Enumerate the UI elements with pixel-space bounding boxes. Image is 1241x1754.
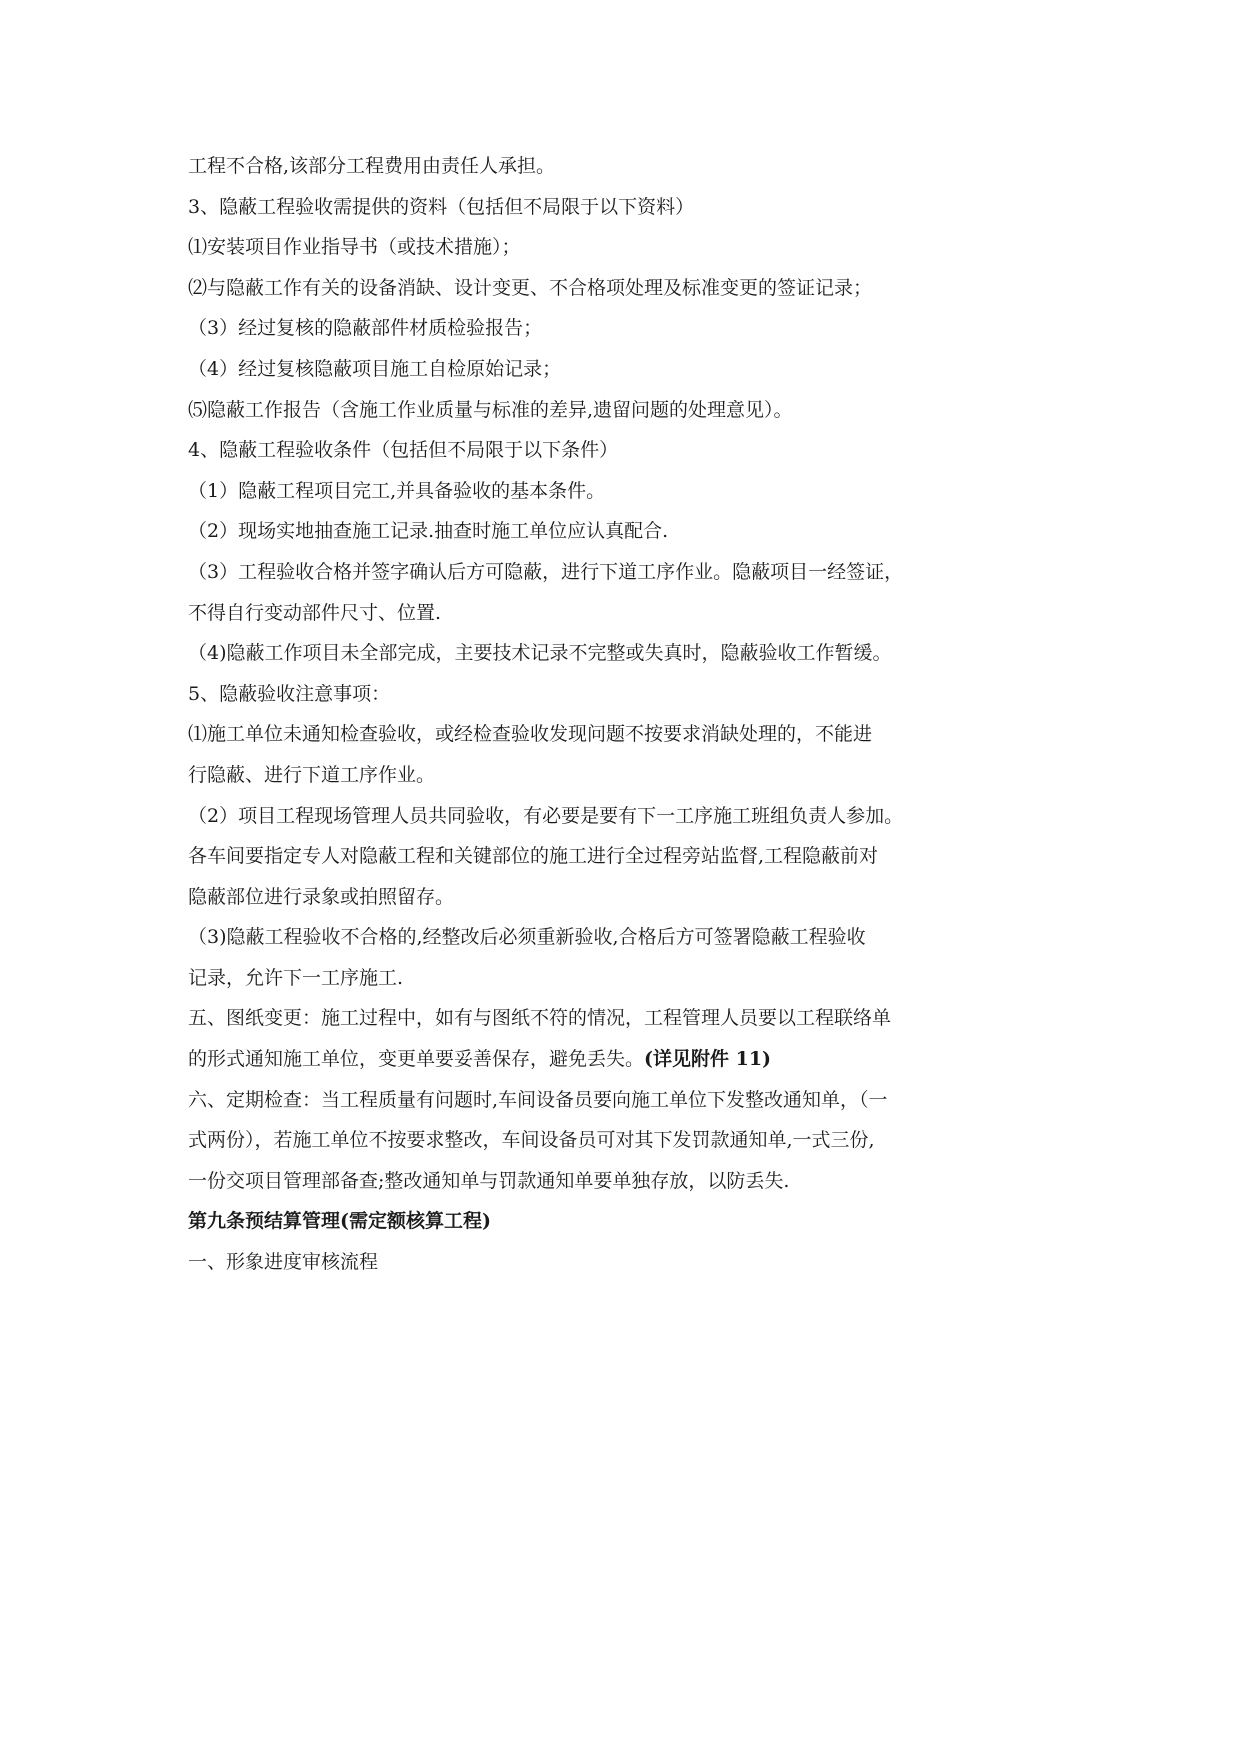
list-item: （3)隐蔽工程验收不合格的,经整改后必须重新验收,合格后方可签署隐蔽工程验收 [188,926,866,949]
list-item: （3）经过复核的隐蔽部件材质检验报告； [188,317,543,340]
section-heading-5: 5、隐蔽验收注意事项： [188,682,391,705]
list-item: ⑴安装项目作业指导书（或技术措施）； [188,236,521,259]
section-heading-4: 4、隐蔽工程验收条件（包括但不局限于以下条件） [188,439,619,462]
paragraph-line: 记录，允许下一工序施工. [188,966,404,989]
paragraph-line: 各车间要指定专人对隐蔽工程和关键部位的施工进行全过程旁站监督,工程隐蔽前对 [188,845,879,868]
list-item: （2）现场实地抽查施工记录.抽查时施工单位应认真配合. [188,520,669,543]
attachment-reference: (详见附件 11) [644,1048,772,1071]
paragraph-line: 式两份），若施工单位不按要求整改，车间设备员可对其下发罚款通知单,一式三份, [188,1129,875,1152]
paragraph-line: 不得自行变动部件尺寸、位置. [188,601,442,624]
list-item: ⑸隐蔽工作报告（含施工作业质量与标准的差异,遗留问题的处理意见）。 [188,398,793,421]
section-heading-periodic-check: 六、定期检查：当工程质量有问题时,车间设备员要向施工单位下发整改通知单，（一 [188,1088,888,1111]
article-heading: 第九条预结算管理(需定额核算工程) [188,1210,491,1233]
list-item: ⑵与隐蔽工作有关的设备消缺、设计变更、不合格项处理及标准变更的签证记录； [188,276,873,299]
section-heading-3: 3、隐蔽工程验收需提供的资料（包括但不局限于以下资料） [188,195,695,218]
section-heading-drawing-change: 五、图纸变更：施工过程中，如有与图纸不符的情况，工程管理人员要以工程联络单 [188,1007,892,1030]
document-body [188,146,978,1283]
paragraph-line: 行隐蔽、进行下道工序作业。 [188,763,436,786]
list-item: （2）项目工程现场管理人员共同验收，有必要是要有下一工序施工班组负责人参加。 [188,804,904,827]
paragraph-line: 工程不合格,该部分工程费用由责任人承担。 [188,155,556,177]
paragraph-line: 一份交项目管理部备查;整改通知单与罚款通知单要单独存放，以防丢失. [188,1169,790,1192]
list-item: （3）工程验收合格并签字确认后方可隐蔽，进行下道工序作业。隐蔽项目一经签证， [188,560,904,583]
subsection-heading: 一、形象进度审核流程 [188,1251,379,1274]
list-item: （4）经过复核隐蔽项目施工自检原始记录； [188,357,562,380]
paragraph-line: 隐蔽部位进行录象或拍照留存。 [188,885,455,908]
list-item: ⑴施工单位未通知检查验收，或经检查验收发现问题不按要求消缺处理的，不能进 [188,723,873,746]
paragraph-line [188,1039,978,1080]
paragraph-text: 的形式通知施工单位，变更单要妥善保存，避免丢失。 [188,1048,645,1071]
list-item: （4)隐蔽工作项目未全部完成，主要技术记录不完整或失真时，隐蔽验收工作暂缓。 [188,642,892,665]
list-item: （1）隐蔽工程项目完工,并具备验收的基本条件。 [188,479,606,502]
